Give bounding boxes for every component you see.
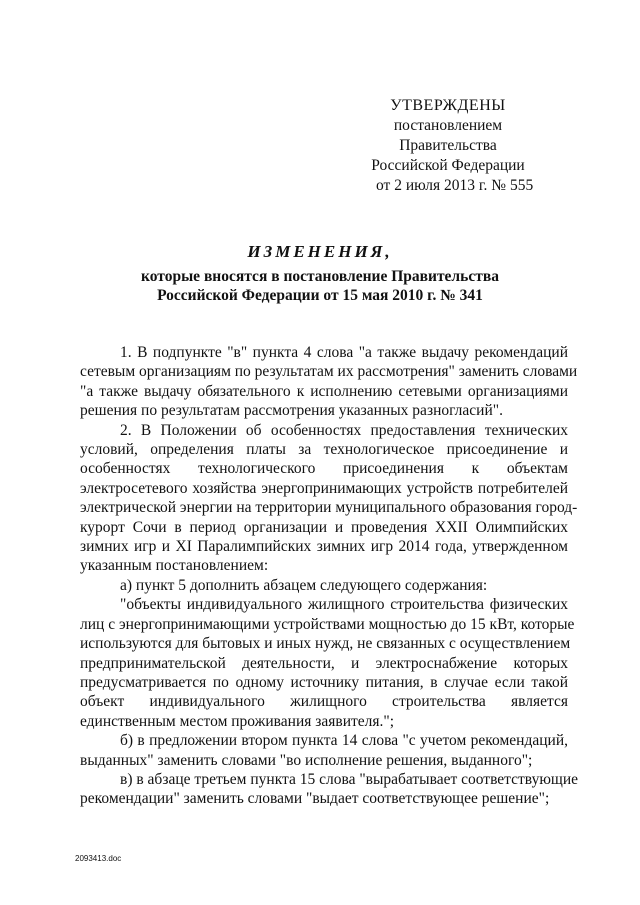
body-line: электросетевого хозяйства энергопринимающих устройств потребителей (80, 479, 568, 497)
paragraph-v (80, 770, 579, 809)
body-line: указанным постановлением: (80, 557, 269, 575)
body-line: рекомендации" заменить словами "выдает соответствующее решение"; (80, 790, 550, 808)
body-line: лиц с энергопринимающими устройствами мощностью до 15 кВт, которые (80, 615, 575, 633)
body-line: "объекты индивидуального жилищного строительства физических (120, 596, 568, 614)
body-line: единственным местом проживания заявителя."; (80, 712, 395, 730)
body-line: курорт Сочи в период организации и проведения XXII Олимпийских (80, 518, 568, 536)
approval-heading: УТВЕРЖДЕНЫ (390, 97, 506, 114)
paragraph-b (80, 731, 568, 770)
body-line: "а также выдачу обязательного к исполнению сетевыми организациями (80, 382, 568, 400)
document-title: ИЗМЕНЕНИЯ, (247, 242, 393, 261)
body-line: электрической энергии на территории муниципального образования город- (80, 499, 578, 517)
body-line: выданных" заменить словами "во исполнение решения, выданного"; (80, 751, 533, 769)
body-line: предусматривается по одному источнику питания, в случае если такой (80, 673, 568, 691)
paragraph-2 (80, 421, 578, 576)
body-line: предпринимательской деятельности, и электроснабжение которых (80, 654, 568, 672)
body-line: решения по результатам рассмотрения указанных разногласий". (80, 402, 503, 420)
subtitle-line-1: которые вносятся в постановление Правительства (141, 268, 499, 285)
paragraph-quote (80, 595, 575, 731)
body-line: зимних игр и XI Паралимпийских зимних игр 2014 года, утвержденном (80, 538, 568, 556)
approval-line-3: Российской Федерации (371, 157, 525, 174)
paragraph-1 (80, 343, 578, 421)
paragraph-a (80, 576, 568, 595)
document-subtitle (0, 267, 640, 305)
document-body (80, 343, 579, 809)
approval-block (348, 96, 548, 196)
subtitle-line-2: Российской Федерации от 15 мая 2010 г. № 341 (157, 287, 483, 304)
file-name-footer: 2093413.doc (75, 854, 122, 863)
body-line: в) в абзаце третьем пункта 15 слова "вырабатывает соответствующие (120, 770, 579, 788)
approval-line-2: постановлением Правительства (393, 117, 503, 154)
body-line: используются для бытовых и иных нужд, не связанных с осуществлением (80, 635, 571, 653)
body-line: 2. В Положении об особенностях предоставления технических (120, 421, 568, 439)
body-line: сетевым организациям по результатам их рассмотрения" заменить словами (80, 363, 578, 381)
body-line: 1. В подпункте "в" пункта 4 слова "а также выдачу рекомендаций (120, 344, 568, 361)
body-line: б) в предложении втором пункта 14 слова "с учетом рекомендаций, (120, 732, 568, 750)
body-line: а) пункт 5 дополнить абзацем следующего содержания: (120, 576, 488, 594)
approval-date: от 2 июля 2013 г. № 555 (376, 177, 534, 194)
body-line: объект индивидуального жилищного строительства является (80, 693, 568, 711)
body-line: условий, определения платы за технологическое присоединение и (80, 441, 568, 459)
body-line: особенностях технологического присоединения к объектам (80, 460, 568, 478)
